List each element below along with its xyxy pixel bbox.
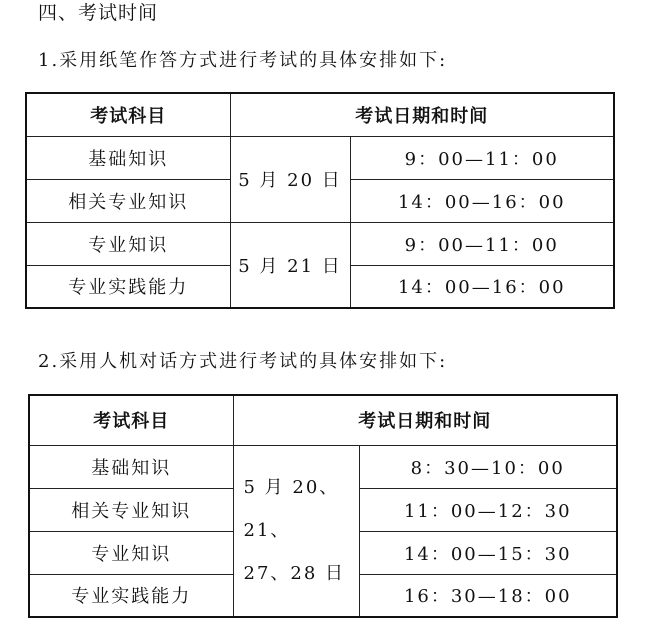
time-cell: 14：00—16：00 — [350, 265, 614, 308]
time-cell: 11：00—12：30 — [359, 488, 617, 531]
subject-cell: 相关专业知识 — [29, 488, 233, 531]
subject-cell: 相关专业知识 — [26, 179, 230, 222]
time-cell: 16：30—18：00 — [359, 574, 617, 617]
table-row — [26, 136, 614, 179]
paper-exam-schedule-table — [25, 92, 615, 309]
subject-cell: 基础知识 — [29, 445, 233, 488]
table-header-row — [29, 395, 617, 445]
date-cell — [233, 445, 359, 617]
subject-cell: 专业知识 — [29, 531, 233, 574]
date-cell: 5 月 20 日 — [230, 136, 350, 222]
time-cell: 9：00—11：00 — [350, 222, 614, 265]
header-subject: 考试科目 — [26, 93, 230, 136]
table-row — [29, 445, 617, 488]
computer-exam-intro: 2.采用人机对话方式进行考试的具体安排如下: — [38, 351, 448, 372]
date-line-1: 5 月 20、21、 — [243, 477, 340, 542]
table-header-row — [26, 93, 614, 136]
time-cell: 14：00—16：00 — [350, 179, 614, 222]
section-title: 四、考试时间 — [38, 2, 159, 24]
time-cell: 8：30—10：00 — [359, 445, 617, 488]
date-line-2: 27、28 日 — [243, 563, 346, 585]
table-row — [26, 222, 614, 265]
subject-cell: 专业实践能力 — [29, 574, 233, 617]
paper-exam-intro: 1.采用纸笔作答方式进行考试的具体安排如下: — [38, 50, 448, 71]
date-cell: 5 月 21 日 — [230, 222, 350, 308]
subject-cell: 基础知识 — [26, 136, 230, 179]
subject-cell: 专业实践能力 — [26, 265, 230, 308]
header-subject: 考试科目 — [29, 395, 233, 445]
time-cell: 9：00—11：00 — [350, 136, 614, 179]
subject-cell: 专业知识 — [26, 222, 230, 265]
header-datetime: 考试日期和时间 — [233, 395, 617, 445]
time-cell: 14：00—15：30 — [359, 531, 617, 574]
computer-exam-schedule-table — [28, 394, 618, 618]
header-datetime: 考试日期和时间 — [230, 93, 614, 136]
